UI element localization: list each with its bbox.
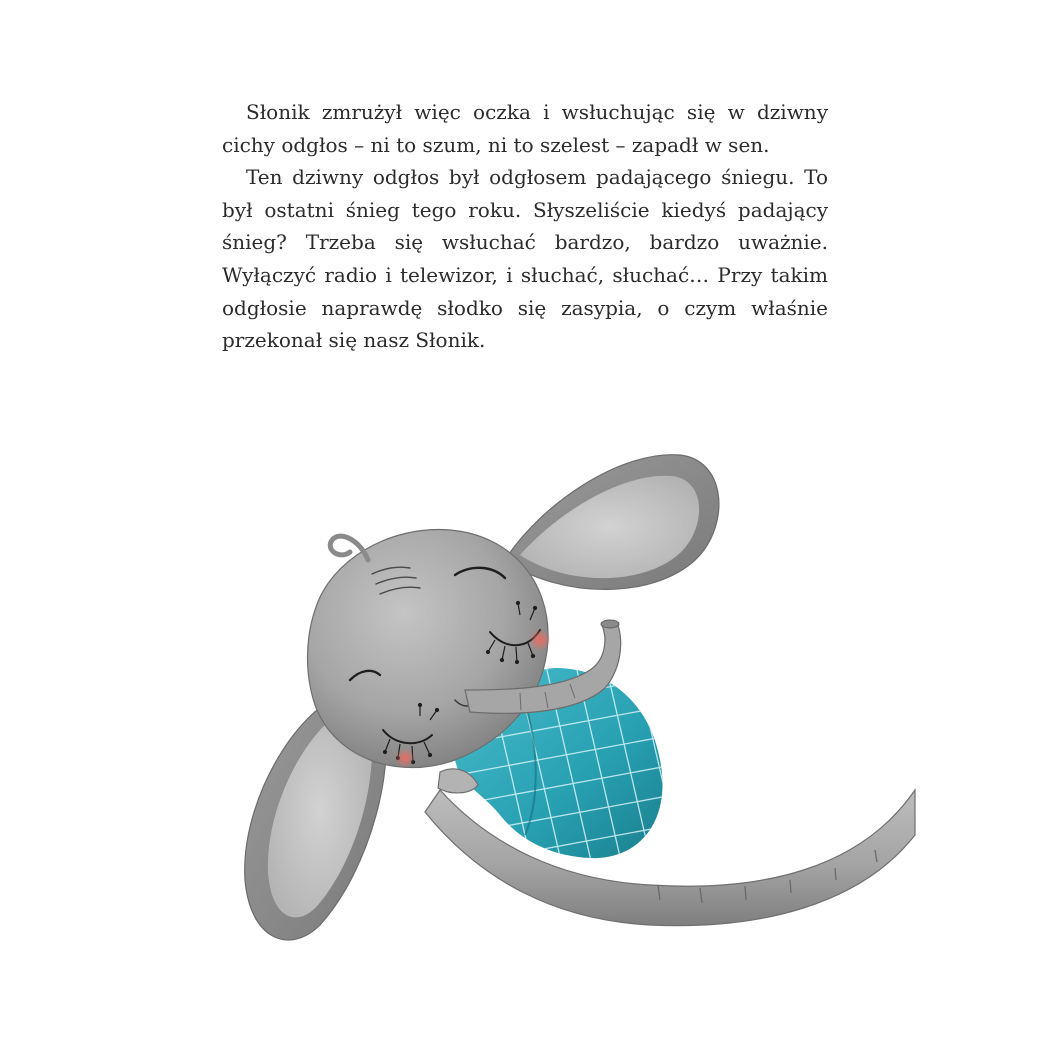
- story-text: [222, 96, 828, 357]
- story-paragraph-2: Ten dziwny odgłos był odgłosem padającego śniegu. To był ostatni śnieg tego roku. Słyszeliście kiedyś padający śnieg? Trzeba się wsłuchać bardzo, bardzo uważnie. Wyłączyć radio i telewizor, i słuchać, słuchać… Przy takim odgłosie naprawdę słodko się zasypia, o czym właśnie przekonał się nasz Słonik.: [222, 165, 828, 353]
- cheek-blush: [395, 748, 415, 768]
- cheek-blush: [529, 629, 551, 651]
- checkered-blanket: [430, 640, 700, 900]
- right-ear: [505, 455, 719, 590]
- story-paragraph-1: Słonik zmrużył więc oczka i wsłuchując się w dziwny cichy odgłos – ni to szum, ni to szelest – zapadł w sen.: [222, 100, 828, 157]
- elephant-head: [308, 530, 552, 768]
- elephant-trunk: [465, 620, 621, 713]
- hair-curl: [330, 536, 368, 560]
- left-ear: [245, 689, 387, 940]
- elephant-foot: [438, 769, 478, 793]
- elephant-tail: [425, 790, 915, 926]
